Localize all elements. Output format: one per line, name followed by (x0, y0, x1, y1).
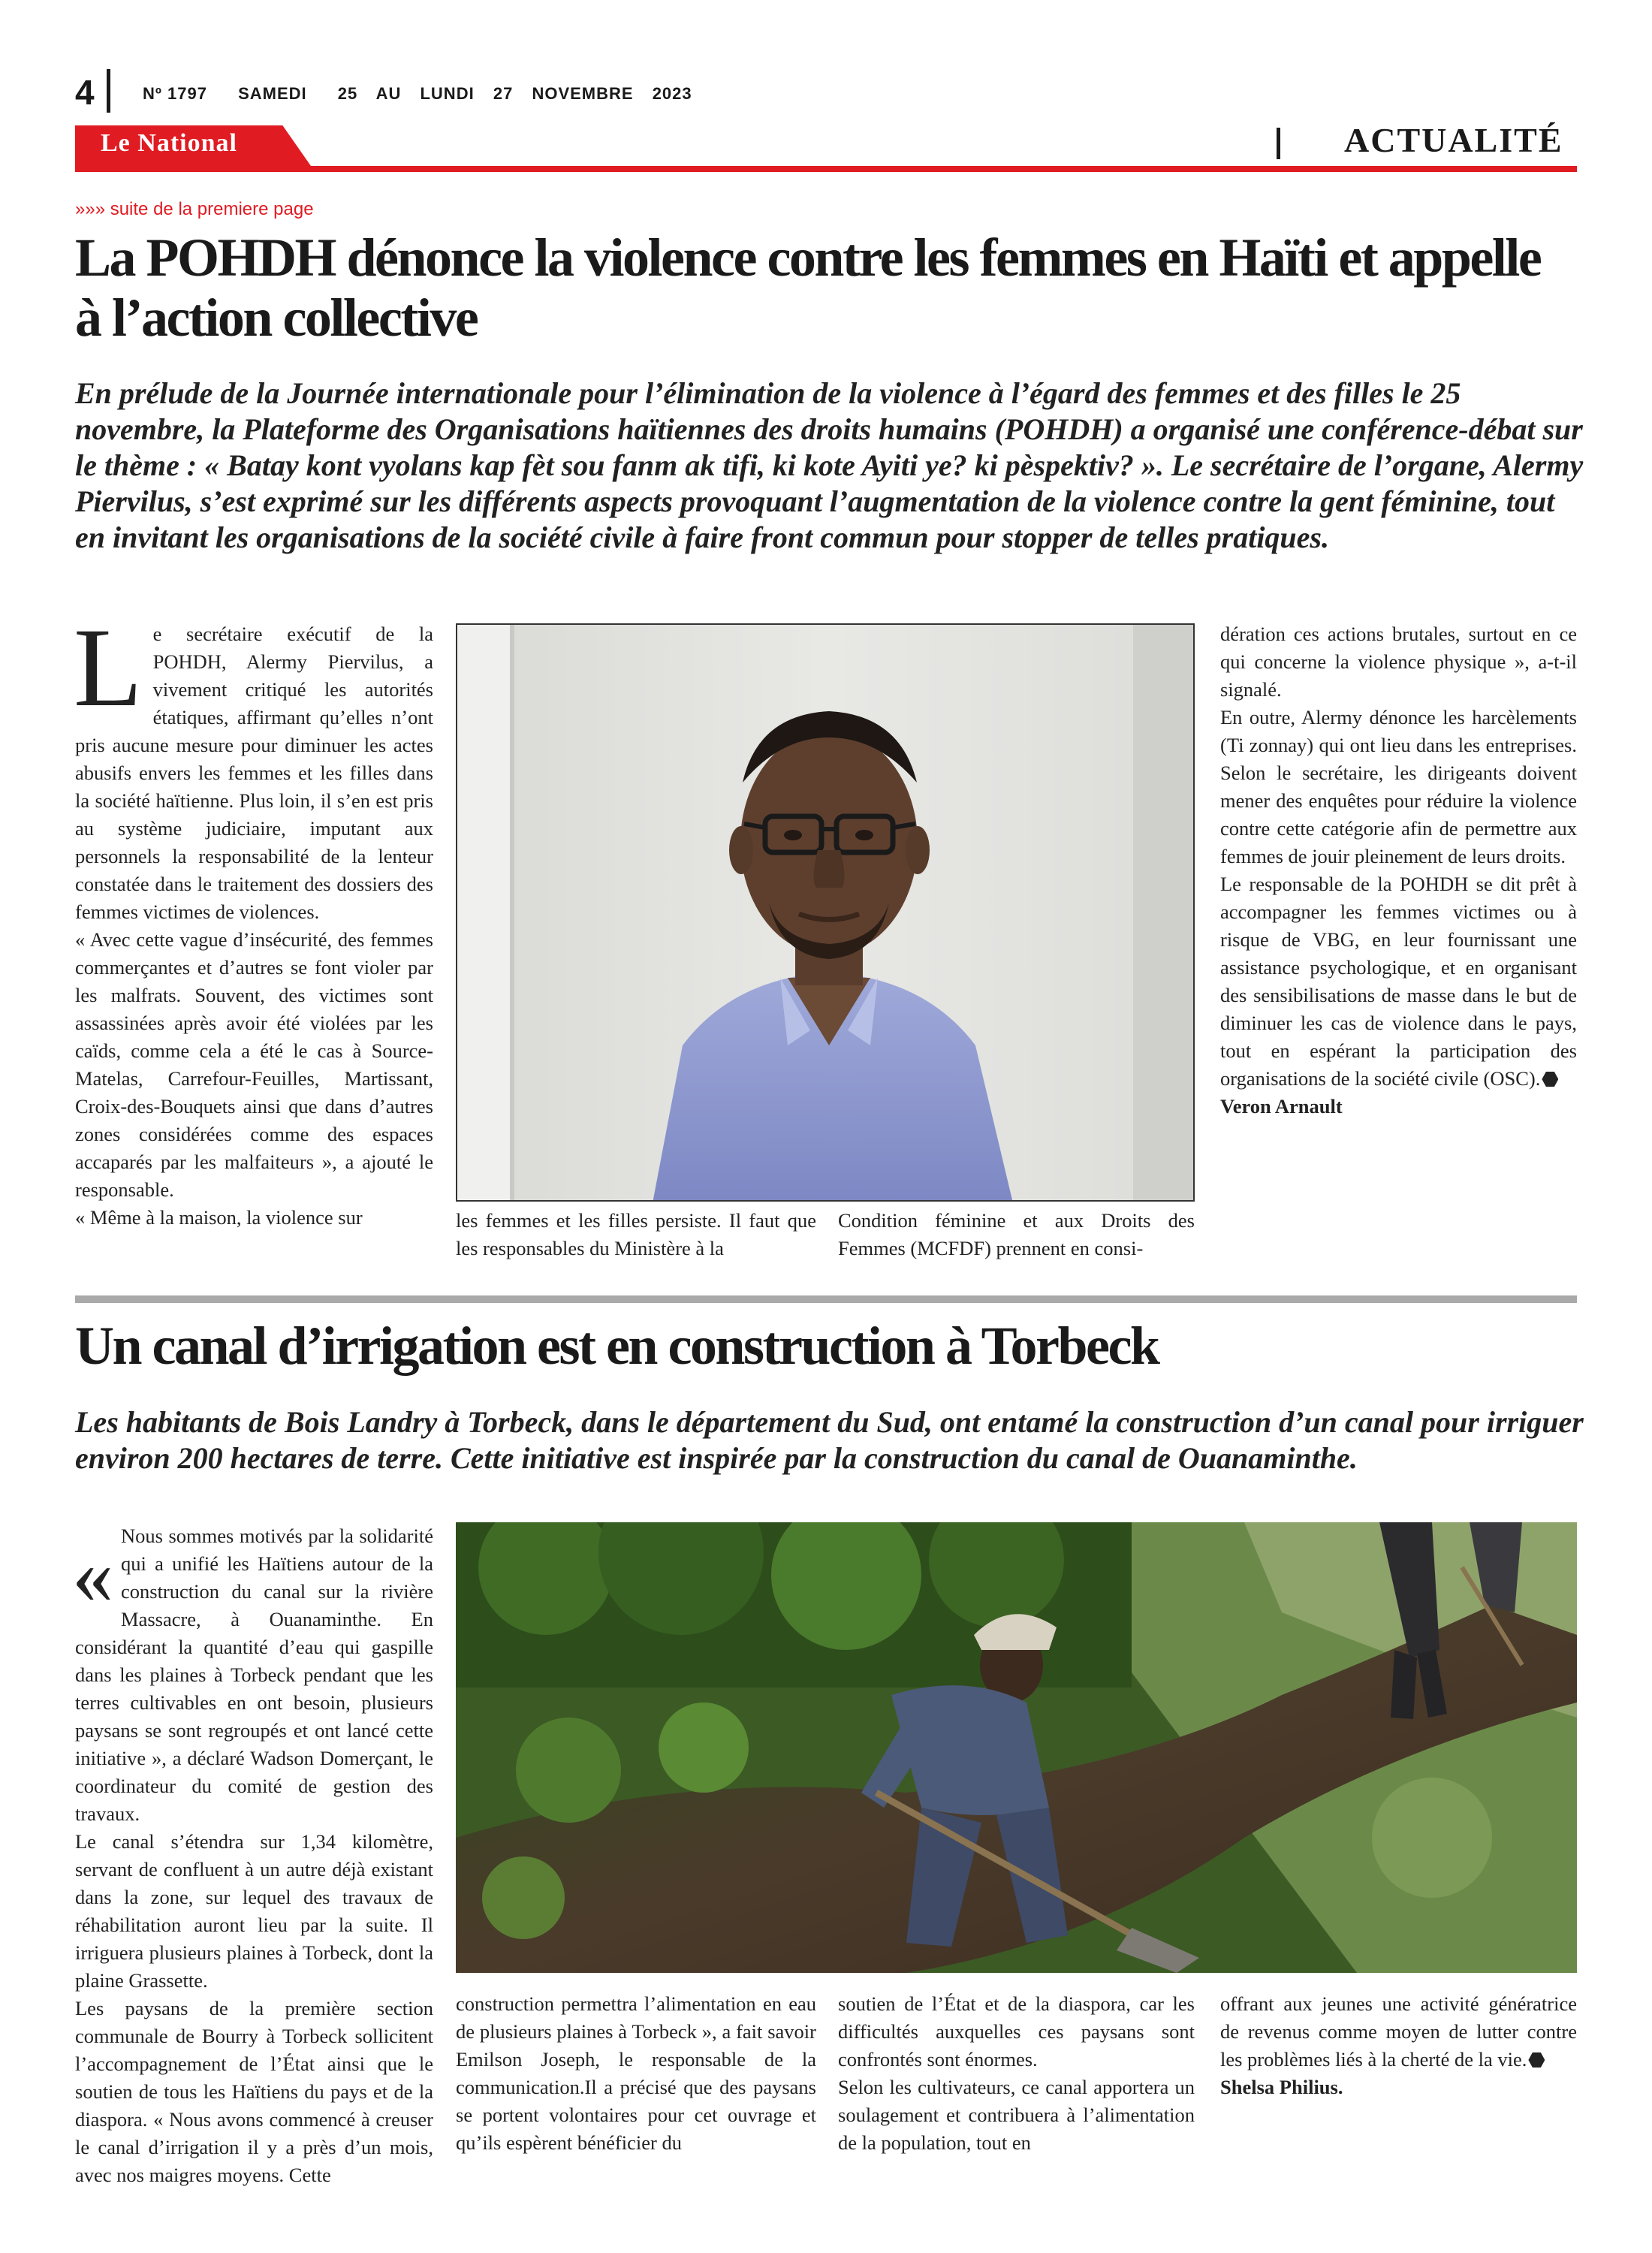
article1-lede: En prélude de la Journée internationale pour l’élimination de la violence à l’égard des femmes et des filles le 25 novembre, la Plateforme des Organisations haïtiennes des droits humains (POHDH) a organisé une conférence-débat sur le thème : « Batay kont vyolans kap fèt sou fanm ak tifi, ki kote Ayiti ye? ki pèspektiv? ». Le secrétaire de l’organe, Alermy Piervilus, s’est exprimé sur les différents aspects provoquant l’augmentation de la violence contre la gent féminine, tout en invitant les organisations de la société civile à faire front commun pour stopper de telles pratiques. (75, 376, 1584, 554)
article1-col1-para3: « Même à la maison, la violence sur (75, 1206, 363, 1229)
article2-byline: Shelsa Philius. (1220, 2076, 1343, 2098)
section-name: ACTUALITÉ (1344, 121, 1563, 159)
canal-construction-photo (456, 1522, 1577, 1973)
article1-col3-text: Condition féminine et aux Droits des Femmes (MCFDF) prennent en consi- (838, 1209, 1195, 1259)
article2-col3-para2: Selon les cultivateurs, ce canal apportera un soulagement et contribuera à l’alimentation de la population, tout en (838, 2076, 1195, 2154)
page-number: 4 (75, 73, 95, 112)
article2-col4-para1 (1220, 1990, 1577, 2074)
end-mark-icon (1542, 1072, 1558, 1087)
article1-col4-para2: En outre, Alermy dénonce les harcèlements (Ti zonnay) qui ont lieu dans les entreprises. Selon le secrétaire, les dirigeants doivent mener des enquêtes pour réduire la violence contre cette catégorie afin de permettre aux femmes de jouir pleinement de leurs droits. (1220, 706, 1577, 867)
continued-kicker: »»» suite de la premiere page (75, 199, 314, 219)
end-mark-icon (1528, 2052, 1545, 2068)
article1-column-3 (838, 1207, 1195, 1262)
article2-col3-para1: soutien de l’État et de la diaspora, car les difficultés auxquelles ces paysans sont confrontés sont énormes. (838, 1992, 1195, 2071)
portrait-photo-image (457, 625, 1195, 1202)
date-day1: SAMEDI (238, 84, 307, 103)
article1-col1-para2: « Avec cette vague d’insécurité, des femmes commerçantes et d’autres se font violer par les malfrats. Souvent, des victimes sont assassinées après avoir été violées par les caïds, comme cela a été le cas à Source-Matelas, Carrefour-Feuilles, Martissant, Croix-des-Bouquets ainsi que dans d’autres zones considérées comme des espaces accaparés par les malfaiteurs », a ajouté le responsable. (75, 928, 433, 1201)
date-num2: 27 (493, 84, 514, 103)
date-day2: LUNDI (420, 84, 475, 103)
article1-column-2 (456, 1207, 816, 1262)
date-au: AU (375, 84, 402, 103)
article1-col2-text: les femmes et les filles persiste. Il faut que les responsables du Ministère à la (456, 1209, 816, 1259)
header-red-rule (75, 166, 1577, 172)
article1-column-4 (1220, 620, 1577, 1120)
issue-number: Nº 1797 (143, 84, 207, 103)
article2-column-4 (1220, 1990, 1577, 2101)
article1-col4-para3 (1220, 870, 1577, 1093)
article2-column-3 (838, 1990, 1195, 2157)
article-divider (75, 1295, 1577, 1303)
article2-col1-para1: Nous sommes motivés par la solidarité qui a unifié les Haïtiens autour de la construction du canal sur la rivière Massacre, à Ouanaminthe. En considérant la quantité d’eau qui gaspille dans les plaines à Torbeck pendant que les terres cultivables en ont besoin, plusieurs paysans se sont regroupés et ont lancé cette initiative », a déclaré Wadson Domerçant, le coordinateur du comité de gestion des travaux. (75, 1525, 433, 1825)
article2-headline: Un canal d’irrigation est en construction à Torbeck (75, 1316, 1159, 1376)
article1-col4-para1: dération ces actions brutales, surtout en ce qui concerne la violence physique », a-t-il signalé. (1220, 623, 1577, 701)
section-divider (1277, 128, 1280, 159)
article2-column-2 (456, 1990, 816, 2157)
article1-byline: Veron Arnault (1220, 1095, 1343, 1117)
article2-col4-text: offrant aux jeunes une activité génératrice de revenus comme moyen de lutter contre les problèmes liés à la cherté de la vie. (1220, 1992, 1577, 2071)
article1-dropcap: L (74, 605, 143, 730)
article2-column-1 (72, 1522, 433, 2189)
brand-name: Le National (101, 129, 237, 157)
article1-headline: La POHDH dénonce la violence contre les femmes en Haïti et appelle à l’action collective (75, 228, 1541, 348)
date-month: NOVEMBRE (532, 84, 634, 103)
article2-col1-para3: Les paysans de la première section communale de Bourry à Torbeck sollicitent l’accompagnement de l’État ainsi que le soutien de tous les Haïtiens du pays et de la diaspora. « Nous avons commencé à creuser le canal d’irrigation il y a près d’un mois, avec nos maigres moyens. Cette (75, 1997, 433, 2186)
page-number-divider (107, 69, 110, 113)
article1-column-1 (74, 605, 433, 1232)
portrait-photo (456, 623, 1195, 1202)
article2-lede: Les habitants de Bois Landry à Torbeck, dans le département du Sud, ont entamé la construction d’un canal pour irriguer environ 200 hectares de terre. Cette initiative est inspirée par la construction du canal de Ouanaminthe. (75, 1405, 1584, 1475)
date-num1: 25 (337, 84, 358, 103)
article1-col1-para1: e secrétaire exécutif de la POHDH, Alermy Piervilus, a vivement critiqué les autorités étatiques, affirmant qu’elles n’ont pris aucune mesure pour diminuer les actes abusifs envers les femmes et les filles dans la société haïtienne. Plus loin, il s’en est pris au système judiciaire, imputant aux personnels la responsabilité de la lenteur constatée dans le traitement des dossiers des femmes victimes de violences. (75, 623, 433, 923)
canal-construction-photo-image (456, 1522, 1577, 1973)
article2-quote-dropcap: « (72, 1529, 113, 1621)
article1-col4-para3-text: Le responsable de la POHDH se dit prêt à accompagner les femmes victimes ou à risque de VBG, en leur fournissant une assistance psychologique, et en organisant des sensibilisations de masse dans le but de diminuer les cas de violence dans le pays, tout en espérant la participation des organisations de la société civile (OSC). (1220, 873, 1577, 1090)
article2-col1-para2: Le canal s’étendra sur 1,34 kilomètre, servant de confluent à un autre déjà existant dans la zone, sur lequel des travaux de réhabilitation auront lieu par la suite. Il irriguera plusieurs plaines à Torbeck, dont la plaine Grassette. (75, 1830, 433, 1992)
article2-col2-text: construction permettra l’alimentation en eau de plusieurs plaines à Torbeck », a fait savoir Emilson Joseph, le responsable de la communication.Il a précisé que des paysans se portent volontaires pour cet ouvrage et qu’ils espèrent bénéficier du (456, 1992, 816, 2154)
issue-date-line (143, 84, 706, 104)
date-year: 2023 (652, 84, 692, 103)
